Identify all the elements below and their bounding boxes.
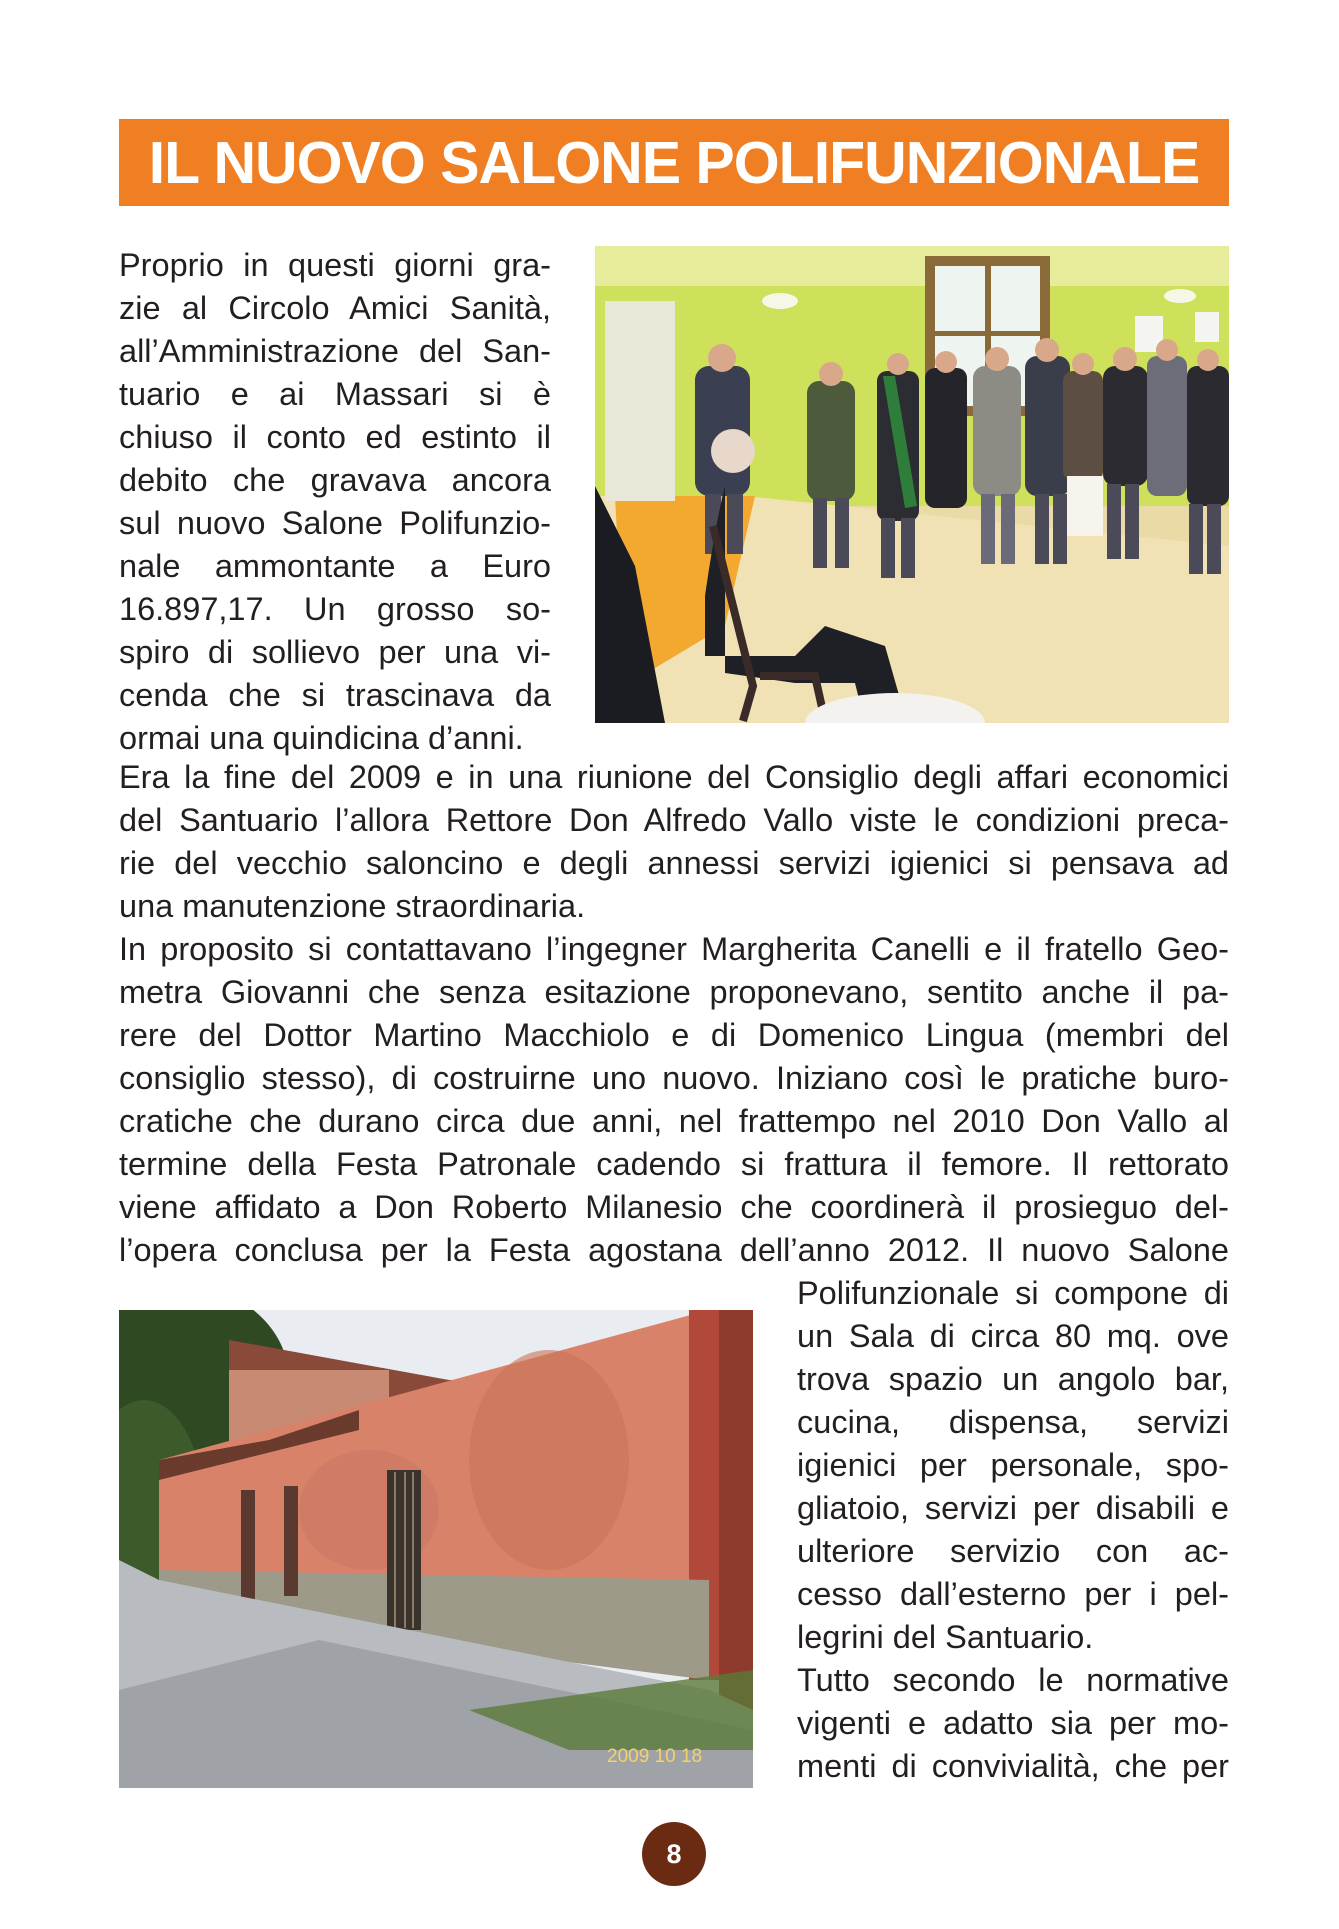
intro-line: Proprio in questi giorni gra-: [119, 247, 551, 283]
main-paragraph: [119, 756, 1229, 1272]
right-line: gliatoio, servizi per disabili e: [797, 1490, 1229, 1526]
photo-date-stamp: 2009 10 18: [607, 1746, 703, 1767]
body-line: rie del vecchio saloncino e degli annessi servizi igienici si pensava ad: [119, 845, 1229, 881]
right-line: cucina, dispensa, servizi: [797, 1404, 1229, 1440]
right-line: ulteriore servizio con ac-: [797, 1533, 1229, 1569]
page-title: IL NUOVO SALONE POLIFUNZIONALE: [148, 129, 1200, 196]
right-line: trova spazio un angolo bar,: [797, 1361, 1229, 1397]
page-number-badge: 8: [642, 1822, 706, 1886]
body-line: metra Giovanni che senza esitazione proponevano, sentito anche il pa-: [119, 974, 1229, 1010]
intro-line: zie al Circolo Amici Sanità,: [119, 290, 551, 326]
intro-line: cenda che si trascinava da: [119, 677, 551, 713]
body-line: cratiche che durano circa due anni, nel frattempo nel 2010 Don Vallo al: [119, 1103, 1229, 1139]
body-line: In proposito si contattavano l’ingegner Margherita Canelli e il fratello Geo-: [119, 931, 1229, 967]
intro-line: sul nuovo Salone Polifunzio-: [119, 505, 551, 541]
body-line: viene affidato a Don Roberto Milanesio che coordinerà il prosieguo del-: [119, 1189, 1229, 1225]
photo-old-building: [119, 1310, 753, 1788]
intro-line: 16.897,17. Un grosso so-: [119, 591, 551, 627]
intro-line: debito che gravava ancora: [119, 462, 551, 498]
body-line: una manutenzione straordinaria.: [119, 888, 586, 924]
intro-line: ormai una quindicina d’anni.: [119, 720, 524, 756]
right-line: legrini del Santuario.: [797, 1619, 1094, 1655]
intro-paragraph: [119, 244, 551, 760]
intro-line: spiro di sollievo per una vi-: [119, 634, 551, 670]
intro-line: chiuso il conto ed estinto il: [119, 419, 551, 455]
right-line: cesso dall’esterno per i pel-: [797, 1576, 1229, 1612]
body-line: Era la fine del 2009 e in una riunione del Consiglio degli affari economici: [119, 759, 1229, 795]
intro-line: tuario e ai Massari si è: [119, 376, 551, 412]
intro-line: all’Amministrazione del San-: [119, 333, 551, 369]
right-line: igienici per personale, spo-: [797, 1447, 1229, 1483]
right-line: menti di convivialità, che per: [797, 1748, 1229, 1784]
right-line: Polifunzionale si compone di: [797, 1275, 1229, 1311]
body-line: rere del Dottor Martino Macchiolo e di Domenico Lingua (membri del: [119, 1017, 1229, 1053]
right-column-paragraph: [797, 1272, 1229, 1788]
body-line: del Santuario l’allora Rettore Don Alfredo Vallo viste le condizioni preca-: [119, 802, 1229, 838]
right-line: un Sala di circa 80 mq. ove: [797, 1318, 1229, 1354]
photo-meeting-in-hall: [595, 246, 1229, 723]
body-line: l’opera conclusa per la Festa agostana dell’anno 2012. Il nuovo Salone: [119, 1232, 1229, 1268]
body-line: termine della Festa Patronale cadendo si frattura il femore. Il rettorato: [119, 1146, 1229, 1182]
body-line: consiglio stesso), di costruirne uno nuovo. Iniziano così le pratiche buro-: [119, 1060, 1229, 1096]
right-line: Tutto secondo le normative: [797, 1662, 1229, 1698]
intro-line: nale ammontante a Euro: [119, 548, 551, 584]
title-banner: [119, 119, 1229, 206]
right-line: vigenti e adatto sia per mo-: [797, 1705, 1229, 1741]
